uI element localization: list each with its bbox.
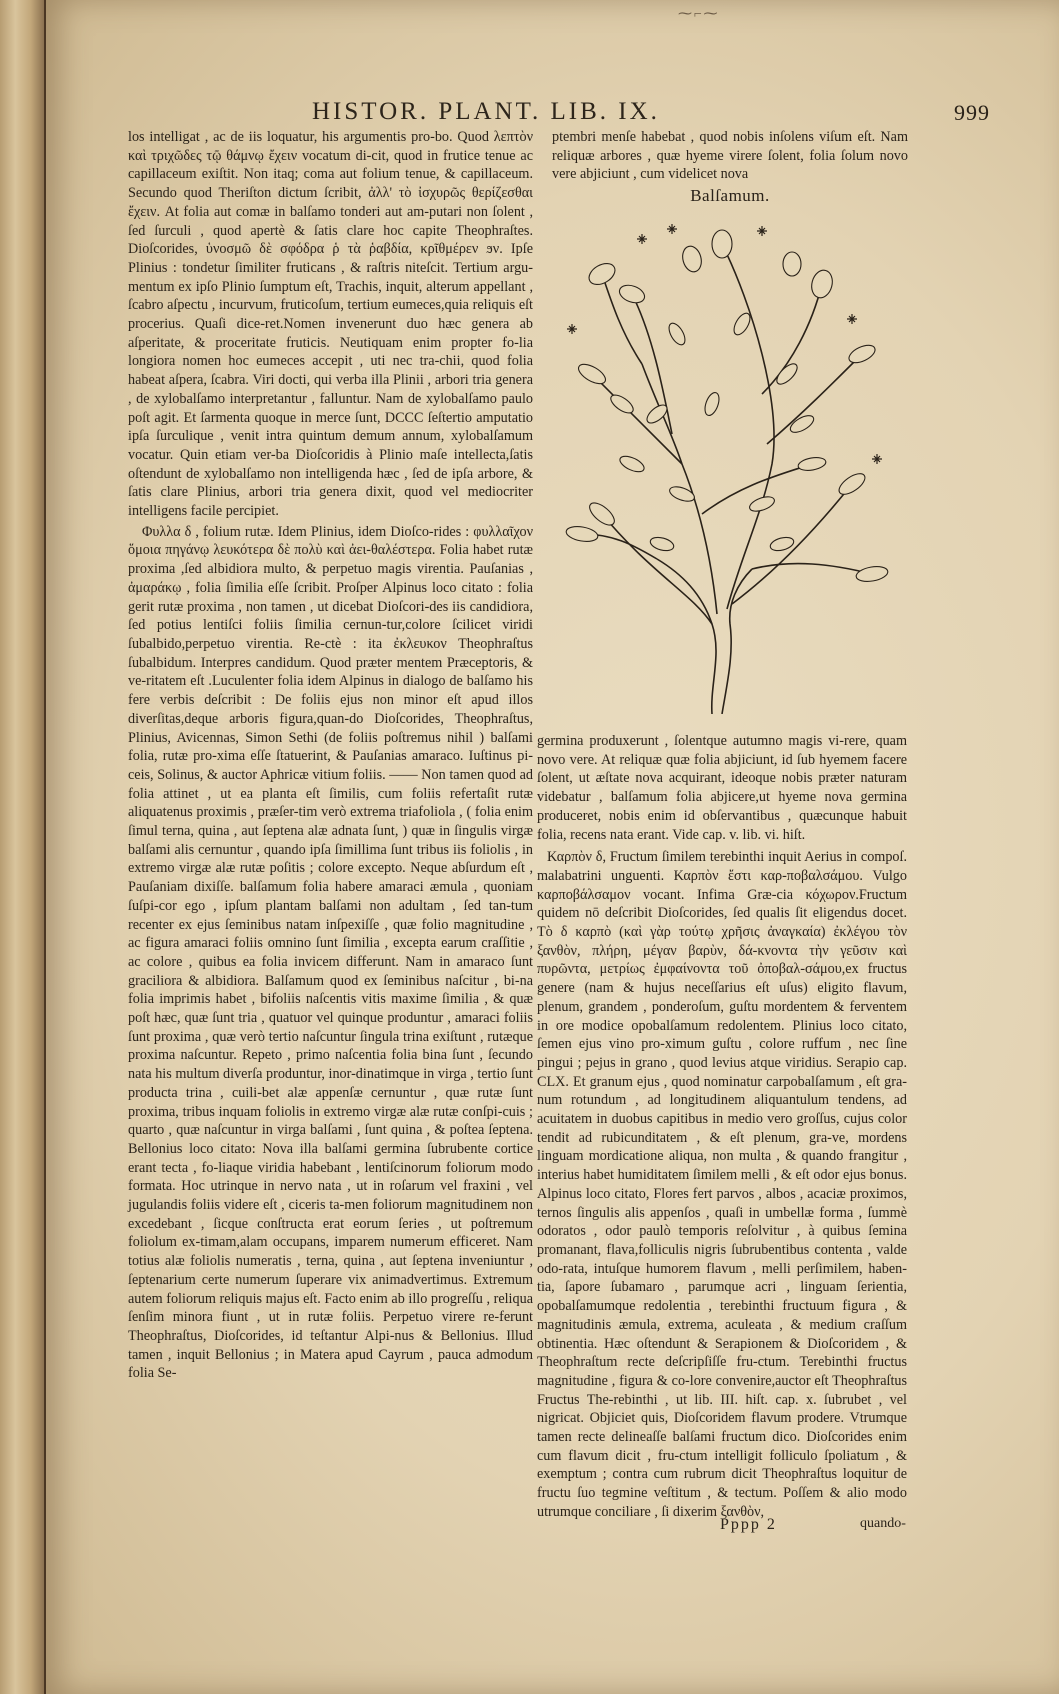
- figure-caption: Balſamum.: [690, 186, 770, 205]
- right-column-top: [552, 128, 908, 184]
- right-bottom-paragraph-1: germina produxerunt , ſolentque autumno magis vi-rere, quam novo vere. At reliquæ quæ folia abjiciunt, id ſub hyemem facere ſolent, ut æſtate nova acquirant, ideoque nobis præter naturam videbatur , balſamum folia abjicere,ut hyeme nova germina produceret, nobis enim id obſervantibus , quæcunque habuit folia, recens nata erant. Vide cap. v. lib. vi. hiſt.: [537, 733, 907, 843]
- book-edge: [0, 0, 46, 1694]
- left-column: [128, 128, 533, 1385]
- left-paragraph-2: Φυλλα δ , folium rutæ. Idem Plinius, idem Dioſco-rides : φυλλαῖχον ὅμοια πηγάνῳ λευκότερα δὲ πολὺ καὶ ἀει-θαλέστερα. Folia habet rutæ proxima ,ſed albidiora multo, & perpetuo magis virentia. Pauſanias , ἀμαράκῳ , folia ſimilia eſſe ſcribit. Proſper Alpinus loco citato : folia gerit rutæ proxima , non tamen , ut dicebat Dioſcori-des iis candidiora, ſed potius lentiſci foliis ſimilia cernun-tur,colore ſcilicet viridi ſubalbido,perpetuo virentia. Re-ctè : ita ἐκλευκον Theophraſtus ſubalbidum. Interpres candidum. Quod præter mentem Præceptoris, & ve-ritatem eſt .Luculenter folia idem Alpinus in dialogo de balſamo his fere verbis deſcribit : De foliis ejus non minor eſt apud illos diverſitas,deque arboris figura,quan-do Dioſcorides, Theophraſtus, Plinius, Avicennas, Simon Sethi (de foliis poſtremus nihil ) balſami folia, rutæ pro-xima eſſe ſtatuerint, & Pauſanias amaraco. Iuſtinus pi-ceis, Solinus, & auctor Aphricæ vitium foliis. —— Non tamen quod ad folia attinet , ut ea planta eſt ſimilis, cum foliis refertaſit rutæ aliquatenus proximis , præſer-tim verò extrema triafoliola , ( folia enim ſimul terna, quina , aut ſeptena alæ adnata ſunt, ) quæ in ſingulis virgæ balſami alis cernuntur , quando ipſa ſimillima ſunt tribus iis foliolis , in extremo virgæ alæ rutæ poſitis ; colore excepto. Neque abſurdum eſt , Pauſaniam dixiſſe. balſamum folia habere amaraci æmula , quoniam ſuſpi-cor ego , ipſum plantam balſami non adultam , ſed tan-tum recenter ex ejus ſeminibus natam inſpexiſſe , quæ folio magnitudine , ac figura amaraci foliis omnino ſunt ſimilia , excepta earum craſſitie , ac colore , quibus ea folia invicem differunt. Nam in amaraco ſunt graciliora & albidiora. Balſamum quod ex ſeminibus naſcitur , bi-na folia imprimis habet , bifoliis naſcentis vitis maxime ſimilia , & quæ poſt hæc, quæ ſunt tria , quatuor vel quinque produntur , amaraci foliis ſunt proxima , quæ verò tertio naſcuntur ſingula trina exiſtunt , rutæque proxima naſcuntur. Repeto , primo naſcentia folia bina ſunt , ſecundo nata his multum diverſa produntur, inor-dinatimque in virga , tertio ſunt producta trina , cuili-bet alæ appenſæ cernuntur , quæ rutæ ſunt proxima, tribus inquam foliolis in extremo virgæ alæ rutæ conſpi-cuis ; quarto , quæ naſcuntur in virga balſami , ſunt quina , & poſtea ſeptena. Bellonius loco citato: Nova illa balſami germina ſubrubente cortice erant tecta , fo-liaque viridia habebant , lentiſcinorum foliorum modo formata. Hoc utrinque in nervo nata , ut in roſarum vel fraxini , vel jugulandis foliis videre eſt , ciceris ta-men foliorum magnitudinem non excedebant , ſicque conſtructa erat eorum ſeries , ut poſtremum foliolum ex-timam,alam occupans, imparem numerum efficeret. Nam totius alæ foliolis numeratis , terna, quina , aut ſeptena inveniuntur , ſeptenarium certe numerum ſuperare vix animadvertimus. Extremum autem foliorum reliquis majus eſt. Facto enim ab illo progreſſu , reliqua ſenſim minora fiunt , ut in rutæ foliis. Perpetuo virere re-ferunt Theophraſtus, Dioſcorides, id teſtantur Alpi-nus & Bellonius. Illud tamen , inquit Bellonius ; in Matera apud Cayrum , pauca admodum folia Se-: [128, 523, 533, 1382]
- balsam-plant-illustration: [562, 214, 892, 714]
- right-bottom-paragraph-2: Καρπὸν δ, Fructum ſimilem terebinthi inquit Aerius in compoſ. malabatrini unguenti. Καρπὸν ἔστι καρ-ποβαλσάμου. Vulgo καρποβάλσαμον vocant. Infima Græ-cia κόχωρον.Fructum quidem nō deſcribit Dioſcorides, ſed qualis ſit eligendus docet. Τὸ δ καρπὸ (καὶ γὰρ τούτῳ χρῆσις ἀναγκαία) ἐκλέγου τὸν ξανθὸν, πλήρη, μέγαν βαρὺν, δά-κνοντα τὴν γεῦσιν καὶ πυρῶντα, μετρίως ἐμφαίνοντα τοῦ ὀποβαλ-σάμου,ex fructus genere (nam & hujus neceſſarius eſt uſus) eligito flavum, plenum, grandem , ponderoſum, guſtu mordentem & ferventem in ore modice opobalſamum redolentem. Plinius loco citato, ſemen ejus vino pro-ximum guſtu , colore ruffum , nec ſine pingui ; pejus in grano , quod levius atque viridius. Serapio cap. CLX. Et granum ejus , quod nominatur carpobalſamum , eſt gra-num rotundum , ad longitudinem aliquantulum tendens, ad acuitatem in duobus capitibus in medio vero groſſus, cujus color tendit ad rubicunditatem , & eſt plenum, gra-ve, mordens linguam mordicatione aliqua, non multa , & quando frangitur , interius habet humiditatem ſimilem melli , & eſt odor ejus bonus. Alpinus loco citato, Flores fert parvos , albos , acaciæ proximos, ternos ſingulis alis appenſos , quaſi in umbellæ forma , ſummè odoratos , odor paulò temporis reſolvitur , à quibus ſemina promanant, flava,folliculis nigris ſubrubentibus contenta , valde odo-rata, intuſque humorem flavum , melli perſimilem, haben-tia, ſapore ſubamaro , parumque acri , linguam ſerientia, opobalſamumque redolentia , terebinthi fructuum figura , & magnitudinis æmula, extrema, aculeata , & medium craſſum obtinentia. Hæc oſtendunt & Serapionem & Dioſcoridem , & Theophraſtum recte deſcripſiſſe fru-ctum. Terebinthi fructus magnitudine , figura & co-lore convenire,auctor eſt Theophraſtus Fructus The-rebinthi , ut lib. III. hiſt. cap. x. ſubrubet , vel nigricat. Objiciet quis, Dioſcoridem flavum prodere. Vtrumque tamen recte delineaſſe balſami fructum dico. Dioſcorides enim cum flavum dicit , fru-ctum intelligit folliculo ſpoliatum , & exemptum ; contra cum rubrum dicit Theophraſtus loquitur de fructu ſuo tegmine veſtitum , & tectum. Poſſem & alio modo utrumque conciliare , ſi dixerim ξανθὸν,: [537, 849, 907, 1520]
- signature-mark: Pppp 2: [720, 1516, 777, 1533]
- margin-scribble: ⁓⌐⁓: [678, 7, 719, 22]
- running-head: HISTOR. PLANT. LIB. IX.: [312, 98, 660, 125]
- left-paragraph-1: los intelligat , ac de iis loquatur, his argumentis pro-bo. Quod λεπτὸν καὶ τριχῶδες τῷ θάμνῳ ἔχειν vocatum di-cit, quod in frutice tenue ac capillaceum exiſtit. Non itaq; coma aut folium tenue, & capillaceum. Secundo quod Theriſton dictum ſcribit, ἀλλ' τὸ ἰσχυρῶς θερίζεσθαι ἔχειν. At folia aut comæ in balſamo tonderi aut am-putari non ſolent , ſed ſurculi , quod apertè & ſatis clare hoc capite Theophraſtes. Dioſcorides, ὑνοσμῶ δὲ σφόδρα ῥ τὰ ῥαβδία, κρῖθμέρεν ϧν. Ipſe Plinius : tondetur ſimiliter fruticans , & raſtris niteſcit. Tertium argu-mentum ex ipſo Plinio ſumptum eſt, Trachis, inquit, alterum appellant , ſcabro aſpectu , incurvum, fruticoſum, tertium eumeces,quia reliquis eſt procerius. Quaſi dice-ret.Nomen invenerunt duo hæc genera ab aſperitate, & proceritate fruticis. Neutiquam enim propter fo-lia longiora nomen hoc eumeces accepit , uti nec tra-chii, quod folia habeat aſpera, ſcabra. Viri docti, qui verba illa Plinii , arbori tria genera , de xylobalſamo interpretantur , falluntur. Nam de xylobalſamo paulo poſt agit. Et ſarmenta quoque in merce ſunt, DCCC ſeſtertio amputatio ipſa ſurculique , venit intra quintum demum annum, xylobalſamum vocatur. Quin etiam ver-ba Dioſcoridis à Plinio maſe intellecta,ſatis oſtendunt de xylobalſamo non intelligenda hæc , ſed de ipſa arbore, & ſatis clare Plinius, arbori tria genera dixit, quod vel mediocriter intelligens facile percipiet.: [128, 129, 533, 520]
- catchword: quando-: [860, 1516, 906, 1531]
- page-number: 999: [954, 100, 990, 125]
- right-top-paragraph: ptembri menſe habebat , quod nobis inſolens viſum eſt. Nam reliquæ arbores , quæ hyeme virere ſolent, folia ſolum novo vere abjiciunt , cum videlicet nova: [552, 129, 908, 183]
- right-column-bottom: [537, 732, 907, 1526]
